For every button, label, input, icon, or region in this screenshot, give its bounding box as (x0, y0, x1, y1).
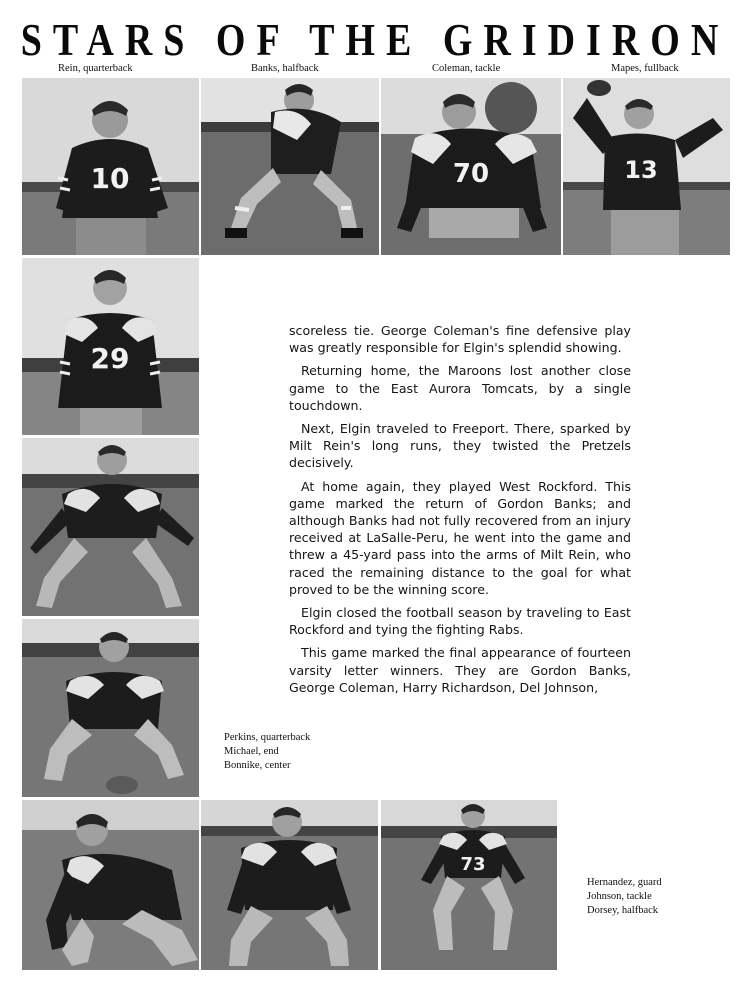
article-body (289, 322, 631, 702)
photo-bottom-2 (201, 800, 378, 970)
jersey-number: 73 (460, 854, 486, 875)
photo-coleman (381, 78, 561, 255)
jersey-number: 13 (624, 156, 658, 184)
caption-michael: Michael, end (224, 746, 279, 757)
photo-bottom-1 (22, 800, 199, 970)
jersey-number: 70 (452, 159, 490, 189)
caption-rein: Rein, quarterback (58, 63, 133, 74)
paragraph: Returning home, the Maroons lost another close game to the East Aurora Tomcats, by a single touchdown. (289, 363, 631, 413)
left-column-captions (224, 731, 310, 773)
caption-coleman: Coleman, tackle (432, 63, 501, 74)
photo-left-column-1 (22, 258, 199, 435)
paragraph: scoreless tie. George Coleman's fine defensive play was greatly responsible for Elgin's splendid showing. (289, 323, 631, 356)
caption-perkins: Perkins, quarterback (224, 732, 311, 743)
page-title: STARS OF THE GRIDIRON (20, 15, 730, 66)
paragraph: Next, Elgin traveled to Freeport. There, sparked by Milt Rein's long runs, they twisted the Pretzels decisively. (289, 421, 631, 471)
bottom-captions (587, 876, 662, 918)
photo-mapes (563, 78, 730, 255)
jersey-number: 29 (90, 342, 130, 375)
caption-hernandez: Hernandez, guard (587, 877, 662, 888)
photo-left-column-2 (22, 438, 199, 616)
jersey-number: 10 (90, 162, 130, 195)
photo-banks (201, 78, 379, 255)
caption-dorsey: Dorsey, halfback (587, 905, 659, 916)
caption-mapes: Mapes, fullback (611, 63, 679, 74)
caption-johnson: Johnson, tackle (587, 891, 652, 902)
photo-bottom-3 (381, 800, 557, 970)
photo-left-column-3 (22, 619, 199, 797)
paragraph: This game marked the final appearance of fourteen varsity letter winners. They are Gordon Banks, George Coleman, Harry Richardson, Del Johnson, (289, 645, 631, 695)
paragraph: Elgin closed the football season by traveling to East Rockford and tying the fighting Rabs. (289, 605, 631, 638)
photo-rein (22, 78, 199, 255)
paragraph: At home again, they played West Rockford. This game marked the return of Gordon Banks; and although Banks had not fully recovered from an injury received at LaSalle-Peru, he went into the game and threw a 45-yard pass into the arms of Milt Rein, who raced the remaining distance to the goal for what proved to be the winning score. (289, 478, 631, 597)
caption-bonnike: Bonnike, center (224, 760, 291, 771)
caption-banks: Banks, halfback (251, 63, 319, 74)
